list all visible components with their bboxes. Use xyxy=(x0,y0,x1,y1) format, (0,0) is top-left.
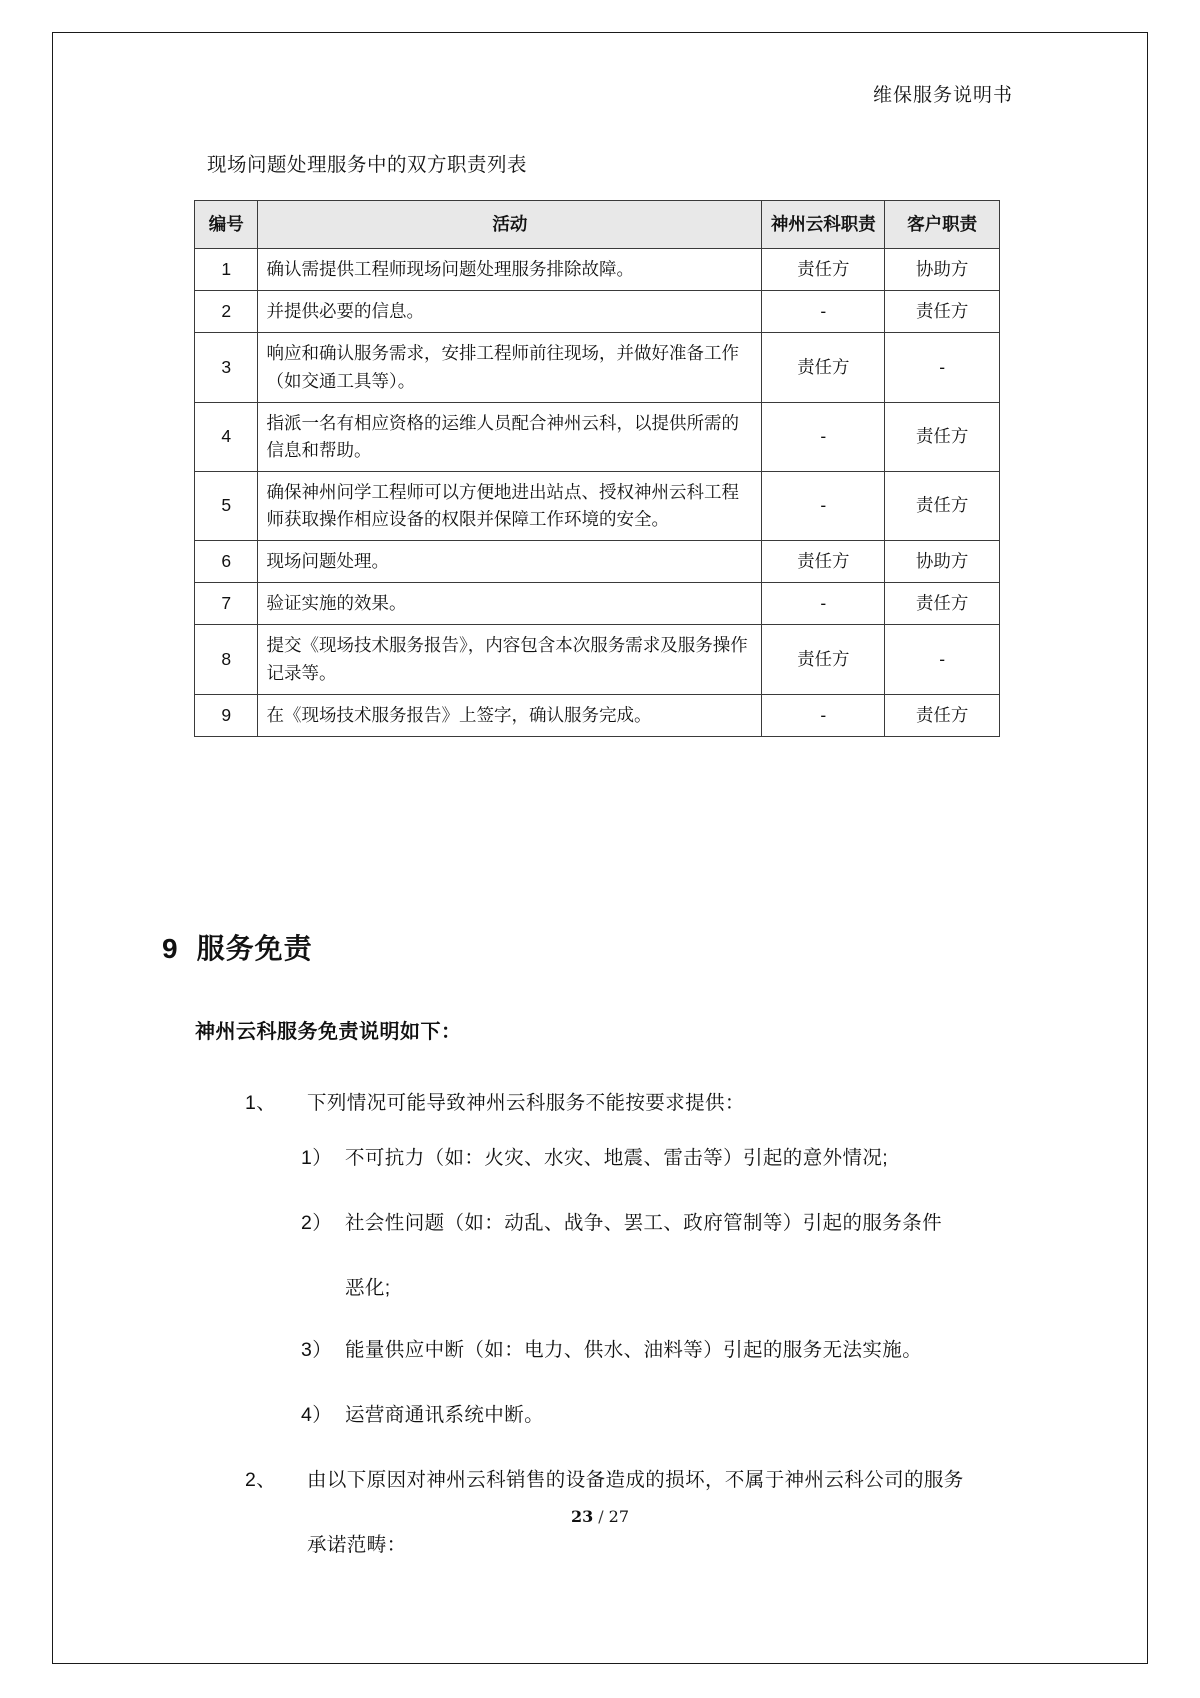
table-row xyxy=(195,694,1000,736)
list-item-1-2-continuation: 恶化; xyxy=(345,1277,391,1299)
cell-shenzhou-duty: - xyxy=(762,291,885,333)
list-item-2-continuation: 承诺范畴： xyxy=(307,1534,407,1556)
list-item-2 xyxy=(245,1464,964,1492)
list-item-1-1-text: 不可抗力（如：火灾、水灾、地震、雷击等）引起的意外情况; xyxy=(345,1147,889,1169)
cell-customer-duty: 责任方 xyxy=(885,694,1000,736)
cell-activity: 提交《现场技术服务报告》，内容包含本次服务需求及服务操作记录等。 xyxy=(258,625,762,694)
cell-number: 2 xyxy=(195,291,258,333)
list-item-1-2 xyxy=(301,1207,942,1235)
total-page-number: 27 xyxy=(608,1507,629,1526)
cell-activity: 指派一名有相应资格的运维人员配合神州云科，以提供所需的信息和帮助。 xyxy=(258,402,762,471)
list-item-1-3-marker: 3） xyxy=(301,1339,333,1361)
column-header-number: 编号 xyxy=(195,201,258,249)
column-header-activity: 活动 xyxy=(258,201,762,249)
cell-shenzhou-duty: 责任方 xyxy=(762,249,885,291)
table-header-row xyxy=(195,201,1000,249)
cell-number: 9 xyxy=(195,694,258,736)
table-header xyxy=(195,201,1000,249)
cell-activity: 在《现场技术服务报告》上签字，确认服务完成。 xyxy=(258,694,762,736)
list-item-1-4-marker: 4） xyxy=(301,1404,333,1426)
table-caption: 现场问题处理服务中的双方职责列表 xyxy=(207,154,528,176)
list-item-1-4-text: 运营商通讯系统中断。 xyxy=(345,1404,545,1426)
table-row xyxy=(195,583,1000,625)
current-page-number: 23 xyxy=(570,1507,594,1526)
cell-customer-duty: - xyxy=(885,625,1000,694)
cell-customer-duty: 协助方 xyxy=(885,541,1000,583)
page-separator: / xyxy=(598,1507,604,1526)
list-item-1-marker: 1、 xyxy=(245,1092,277,1114)
section-heading xyxy=(162,927,313,967)
document-header-title: 维保服务说明书 xyxy=(872,84,1013,106)
table-row xyxy=(195,402,1000,471)
list-item-1-text: 下列情况可能导致神州云科服务不能按要求提供： xyxy=(307,1092,745,1114)
list-item-1-1 xyxy=(301,1142,888,1170)
cell-number: 5 xyxy=(195,471,258,540)
cell-customer-duty: - xyxy=(885,333,1000,402)
list-item-1-2-marker: 2） xyxy=(301,1212,333,1234)
cell-customer-duty: 责任方 xyxy=(885,291,1000,333)
cell-activity: 响应和确认服务需求，安排工程师前往现场，并做好准备工作（如交通工具等）。 xyxy=(258,333,762,402)
section-title: 服务免责 xyxy=(196,933,313,964)
cell-activity: 现场问题处理。 xyxy=(258,541,762,583)
cell-customer-duty: 责任方 xyxy=(885,471,1000,540)
cell-activity: 确保神州问学工程师可以方便地进出站点、授权神州云科工程师获取操作相应设备的权限并保障工作环境的安全。 xyxy=(258,471,762,540)
cell-shenzhou-duty: - xyxy=(762,471,885,540)
table-row xyxy=(195,291,1000,333)
cell-shenzhou-duty: - xyxy=(762,402,885,471)
list-item-1 xyxy=(245,1087,745,1115)
list-item-1-2-text: 社会性问题（如：动乱、战争、罢工、政府管制等）引起的服务条件 xyxy=(345,1212,943,1234)
list-item-1-3 xyxy=(301,1334,922,1362)
cell-number: 7 xyxy=(195,583,258,625)
section-number: 9 xyxy=(162,933,179,964)
table-row xyxy=(195,625,1000,694)
cell-activity: 并提供必要的信息。 xyxy=(258,291,762,333)
cell-number: 6 xyxy=(195,541,258,583)
responsibility-table xyxy=(194,200,1000,737)
cell-shenzhou-duty: - xyxy=(762,694,885,736)
cell-customer-duty: 协助方 xyxy=(885,249,1000,291)
cell-number: 1 xyxy=(195,249,258,291)
list-item-2-text: 由以下原因对神州云科销售的设备造成的损坏，不属于神州云科公司的服务 xyxy=(307,1469,964,1491)
cell-customer-duty: 责任方 xyxy=(885,583,1000,625)
cell-shenzhou-duty: - xyxy=(762,583,885,625)
cell-number: 8 xyxy=(195,625,258,694)
cell-activity: 验证实施的效果。 xyxy=(258,583,762,625)
cell-activity: 确认需提供工程师现场问题处理服务排除故障。 xyxy=(258,249,762,291)
cell-customer-duty: 责任方 xyxy=(885,402,1000,471)
cell-shenzhou-duty: 责任方 xyxy=(762,625,885,694)
list-item-2-marker: 2、 xyxy=(245,1469,277,1491)
cell-number: 3 xyxy=(195,333,258,402)
list-item-1-1-marker: 1） xyxy=(301,1147,333,1169)
cell-number: 4 xyxy=(195,402,258,471)
list-item-1-4 xyxy=(301,1399,544,1427)
cell-shenzhou-duty: 责任方 xyxy=(762,333,885,402)
column-header-shenzhou-duty: 神州云科职责 xyxy=(762,201,885,249)
table-body xyxy=(195,249,1000,737)
table-row xyxy=(195,249,1000,291)
table-row xyxy=(195,471,1000,540)
cell-shenzhou-duty: 责任方 xyxy=(762,541,885,583)
table-row xyxy=(195,541,1000,583)
page-content xyxy=(52,32,1148,1664)
column-header-customer-duty: 客户职责 xyxy=(885,201,1000,249)
page-footer xyxy=(0,1507,1200,1526)
section-lead-text: 神州云科服务免责说明如下： xyxy=(195,1021,462,1043)
list-item-1-3-text: 能量供应中断（如：电力、供水、油料等）引起的服务无法实施。 xyxy=(345,1339,923,1361)
table-row xyxy=(195,333,1000,402)
